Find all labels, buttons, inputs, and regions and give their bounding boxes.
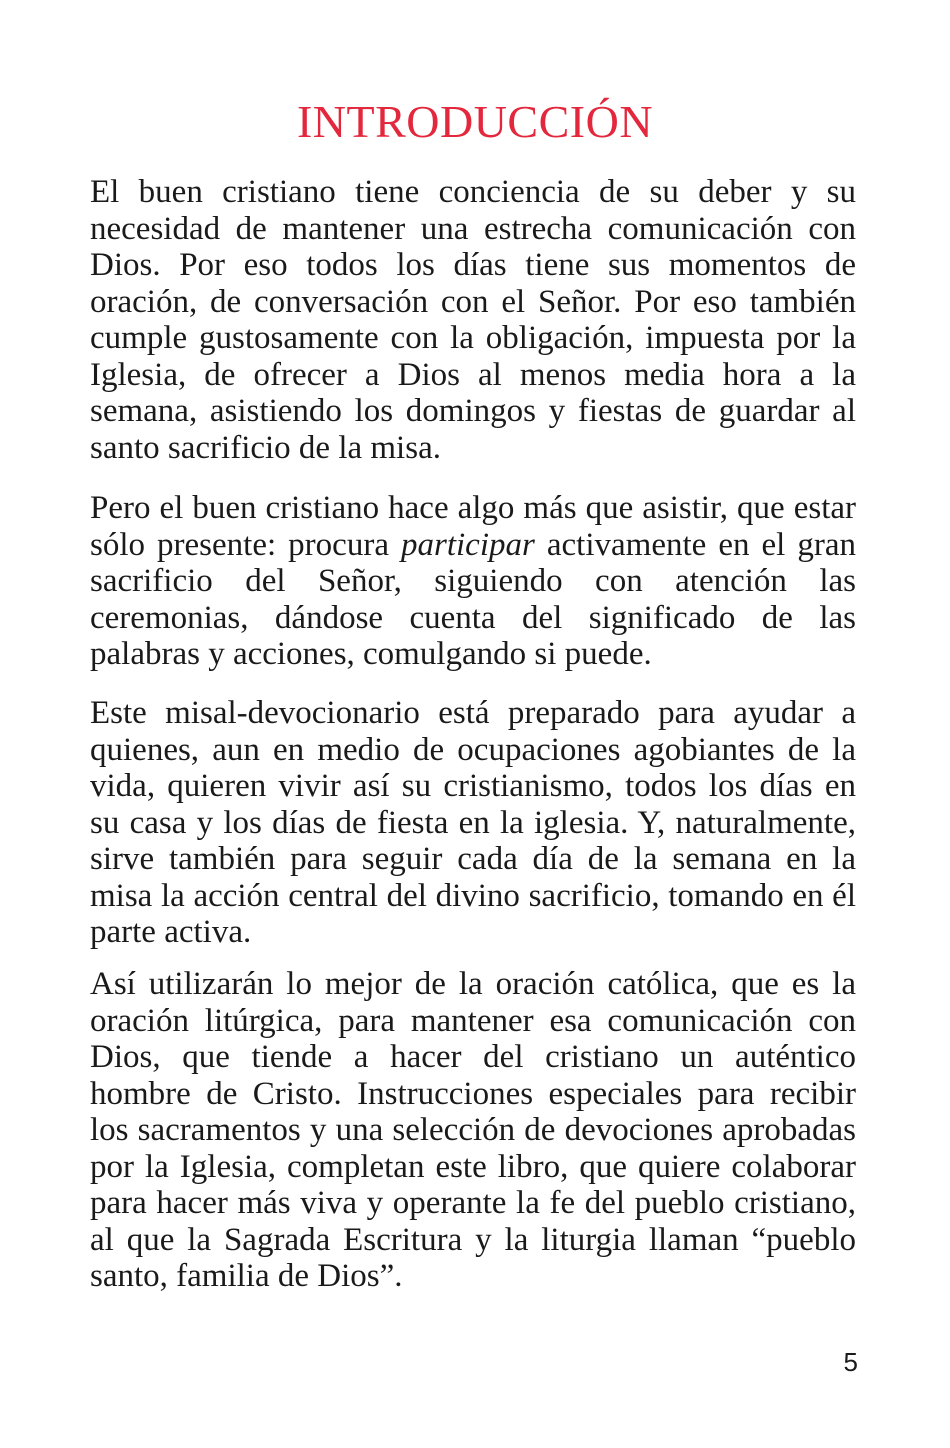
- page-number: 5: [843, 1347, 858, 1377]
- paragraph-2-emphasis: participar: [401, 526, 535, 563]
- paragraph-2: [90, 490, 856, 673]
- page-title: INTRODUCCIÓN: [296, 96, 654, 147]
- paragraph-1: El buen cristiano tiene conciencia de su deber y su necesidad de mantener una estrecha comunicación con Dios. Por eso todos los días tiene sus momentos de oración, de conversación con el Señor. Por eso también cumple gustosamente con la obligación, impuesta por la Iglesia, de ofrecer a Dios al menos media hora a la semana, asistiendo los domingos y fiestas de guardar al santo sacrificio de la misa.: [90, 174, 856, 466]
- paragraph-4: Así utilizarán lo mejor de la oración católica, que es la oración litúrgica, para mantener esa comunicación con Dios, que tiende a hacer del cristiano un auténtico hombre de Cristo. Instrucciones especiales para recibir los sacramentos y una selección de devociones aprobadas por la Iglesia, completan este libro, que quiere colaborar para hacer más viva y operante la fe del pueblo cristiano, al que la Sagrada Escritura y la liturgia llaman “pueblo santo, familia de Dios”.: [90, 966, 856, 1294]
- paragraph-2-text-end: activamente en el gran sacrificio del Señor, siguiendo con atención las ceremonias, dándose cuenta del significado de las palabras y acciones, comulgando si puede.: [90, 526, 856, 672]
- paragraph-3: Este misal-devocionario está preparado para ayudar a quienes, aun en medio de ocupaciones agobiantes de la vida, quieren vivir así su cristianismo, todos los días en su casa y los días de fiesta en la iglesia. Y, naturalmente, sirve también para seguir cada día de la semana en la misa la acción central del divino sacrificio, tomando en él parte activa.: [90, 695, 856, 950]
- paragraph-2-text-start: Pero el buen cristiano hace algo más que asistir, que estar sólo presente: procura: [90, 490, 856, 563]
